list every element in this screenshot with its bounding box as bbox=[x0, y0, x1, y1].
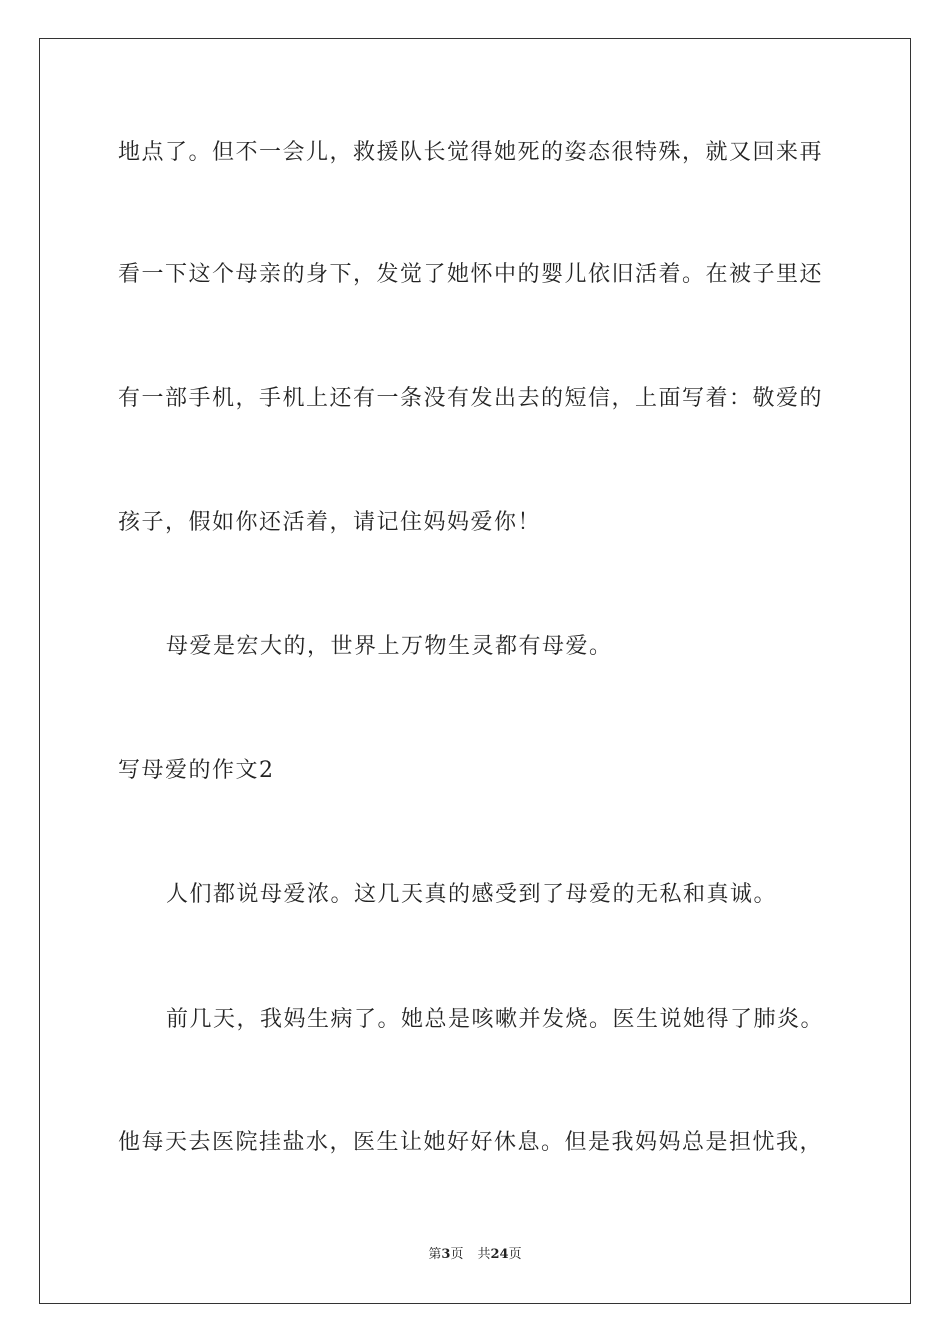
page-suffix: 页 bbox=[450, 1247, 464, 1262]
body-line-5: 母爱是宏大的，世界上万物生灵都有母爱。 bbox=[166, 634, 613, 659]
total-pages: 24 bbox=[490, 1247, 509, 1262]
total-prefix: 共 bbox=[477, 1247, 491, 1262]
body-line-4: 孩子，假如你还活着，请记住妈妈爱你！ bbox=[118, 510, 542, 535]
total-suffix: 页 bbox=[508, 1247, 522, 1262]
page-footer bbox=[0, 1246, 950, 1264]
page-number: 3 bbox=[441, 1247, 451, 1262]
section-heading: 写母爱的作文2 bbox=[118, 758, 275, 783]
body-line-3: 有一部手机，手机上还有一条没有发出去的短信，上面写着：敬爱的 bbox=[118, 386, 824, 411]
body-line-8: 前几天，我妈生病了。她总是咳嗽并发烧。医生说她得了肺炎。 bbox=[166, 1007, 825, 1032]
page-prefix: 第 bbox=[428, 1247, 442, 1262]
body-line-9: 他每天去医院挂盐水，医生让她好好休息。但是我妈妈总是担忧我， bbox=[118, 1130, 824, 1155]
body-line-1: 地点了。但不一会儿，救援队长觉得她死的姿态很特殊，就又回来再 bbox=[118, 140, 824, 165]
page-frame bbox=[39, 38, 911, 1304]
body-line-2: 看一下这个母亲的身下，发觉了她怀中的婴儿依旧活着。在被子里还 bbox=[118, 262, 824, 287]
body-line-7: 人们都说母爱浓。这几天真的感受到了母爱的无私和真诚。 bbox=[166, 882, 778, 907]
